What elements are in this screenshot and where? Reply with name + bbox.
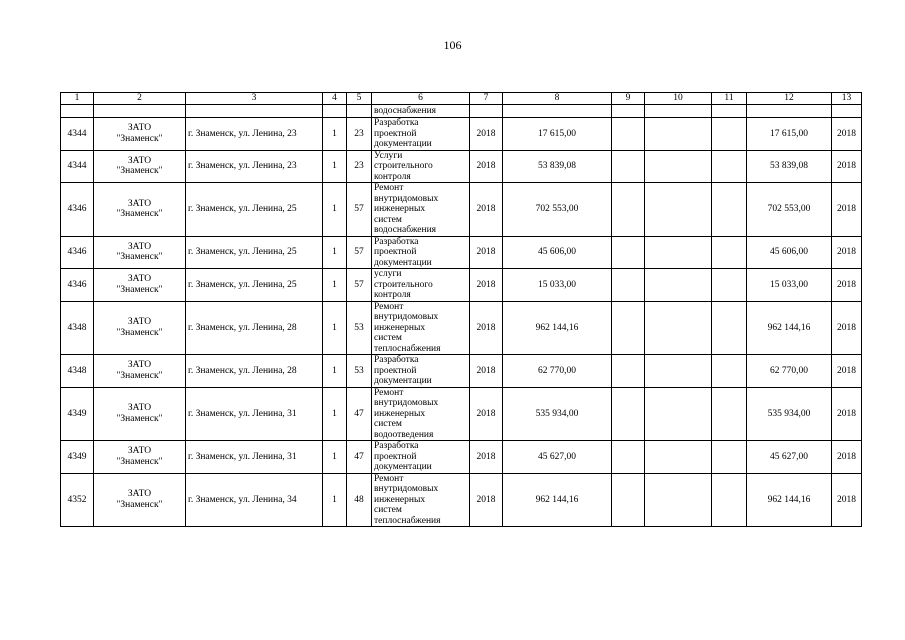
col5-cell: 48 — [347, 473, 372, 527]
col11-cell — [712, 183, 747, 237]
record-number-cell: 4348 — [61, 301, 94, 355]
amount-cell: 962 144,16 — [503, 301, 612, 355]
col9-cell — [612, 236, 645, 269]
col5-cell: 53 — [347, 301, 372, 355]
col4-cell: 1 — [323, 355, 347, 388]
col9-cell — [612, 150, 645, 183]
completion-year-cell: 2018 — [832, 355, 862, 388]
municipality-cell: ЗАТО "Знаменск" — [94, 387, 186, 441]
col10-cell — [645, 183, 712, 237]
amount-cell: 535 934,00 — [503, 387, 612, 441]
col5-cell: 23 — [347, 150, 372, 183]
completion-year-cell: 2018 — [832, 301, 862, 355]
amount-cell: 17 615,00 — [503, 118, 612, 151]
column-header: 7 — [470, 93, 503, 105]
amount-cell: 45 627,00 — [503, 441, 612, 474]
municipality-cell: ЗАТО "Знаменск" — [94, 150, 186, 183]
year-cell: 2018 — [470, 183, 503, 237]
col10-cell — [645, 441, 712, 474]
col5-cell: 23 — [347, 118, 372, 151]
col4-cell: 1 — [323, 183, 347, 237]
column-header: 11 — [712, 93, 747, 105]
col4-cell: 1 — [323, 387, 347, 441]
municipality-cell: ЗАТО "Знаменск" — [94, 301, 186, 355]
address-cell: г. Знаменск, ул. Ленина, 25 — [186, 183, 323, 237]
col10-cell — [645, 236, 712, 269]
col4-cell: 1 — [323, 118, 347, 151]
record-number-cell: 4346 — [61, 236, 94, 269]
table-row — [61, 301, 862, 355]
work-type-cell: Разработка проектной документации — [372, 441, 470, 474]
col10-cell — [645, 118, 712, 151]
total-amount-cell: 962 144,16 — [747, 473, 832, 527]
completion-year-cell: 2018 — [832, 473, 862, 527]
col11-cell — [712, 118, 747, 151]
column-header: 4 — [323, 93, 347, 105]
work-type-cell: услуги строительного контроля — [372, 269, 470, 302]
record-number-cell: 4349 — [61, 387, 94, 441]
column-header: 10 — [645, 93, 712, 105]
municipality-cell: ЗАТО "Знаменск" — [94, 183, 186, 237]
col9-cell — [612, 301, 645, 355]
work-type-cell: Разработка проектной документации — [372, 236, 470, 269]
year-cell: 2018 — [470, 301, 503, 355]
address-cell: г. Знаменск, ул. Ленина, 25 — [186, 236, 323, 269]
col4-cell: 1 — [323, 269, 347, 302]
col9-cell — [612, 118, 645, 151]
col5-cell: 57 — [347, 269, 372, 302]
municipality-cell: ЗАТО "Знаменск" — [94, 236, 186, 269]
amount-cell: 702 553,00 — [503, 183, 612, 237]
col11-cell — [712, 236, 747, 269]
total-amount-cell: 535 934,00 — [747, 387, 832, 441]
work-type-cell: Ремонт внутридомовых инженерных систем водоснабжения — [372, 183, 470, 237]
completion-year-cell: 2018 — [832, 269, 862, 302]
address-cell: г. Знаменск, ул. Ленина, 23 — [186, 118, 323, 151]
col10-cell — [645, 150, 712, 183]
col10-cell — [645, 387, 712, 441]
municipality-cell: ЗАТО "Знаменск" — [94, 473, 186, 527]
work-type-cell: Ремонт внутридомовых инженерных систем теплоснабжения — [372, 301, 470, 355]
col9-cell — [612, 441, 645, 474]
column-header: 9 — [612, 93, 645, 105]
col4-cell: 1 — [323, 236, 347, 269]
municipality-cell: ЗАТО "Знаменск" — [94, 118, 186, 151]
col9-cell — [612, 183, 645, 237]
table-row — [61, 118, 862, 151]
col11-cell — [712, 441, 747, 474]
work-type-cell: Разработка проектной документации — [372, 355, 470, 388]
col9-cell — [612, 387, 645, 441]
year-cell: 2018 — [470, 441, 503, 474]
col5-cell: 47 — [347, 441, 372, 474]
municipality-cell: ЗАТО "Знаменск" — [94, 441, 186, 474]
year-cell: 2018 — [470, 473, 503, 527]
column-header: 13 — [832, 93, 862, 105]
column-header: 2 — [94, 93, 186, 105]
completion-year-cell: 2018 — [832, 236, 862, 269]
amount-cell: 45 606,00 — [503, 236, 612, 269]
column-header: 1 — [61, 93, 94, 105]
col9-cell — [612, 473, 645, 527]
table-row — [61, 269, 862, 302]
table-row — [61, 473, 862, 527]
year-cell: 2018 — [470, 118, 503, 151]
column-header: 8 — [503, 93, 612, 105]
record-number-cell: 4344 — [61, 150, 94, 183]
col11-cell — [712, 387, 747, 441]
col11-cell — [712, 301, 747, 355]
col5-cell: 53 — [347, 355, 372, 388]
col11-cell — [712, 355, 747, 388]
completion-year-cell: 2018 — [832, 183, 862, 237]
record-number-cell: 4348 — [61, 355, 94, 388]
continuation-row — [61, 105, 862, 118]
completion-year-cell: 2018 — [832, 150, 862, 183]
table-row — [61, 183, 862, 237]
total-amount-cell: 17 615,00 — [747, 118, 832, 151]
table-row — [61, 441, 862, 474]
table-row — [61, 236, 862, 269]
work-type-cell: Ремонт внутридомовых инженерных систем водоотведения — [372, 387, 470, 441]
col10-cell — [645, 301, 712, 355]
address-cell: г. Знаменск, ул. Ленина, 31 — [186, 441, 323, 474]
register-table — [60, 92, 862, 527]
col10-cell — [645, 355, 712, 388]
col11-cell — [712, 150, 747, 183]
col4-cell: 1 — [323, 150, 347, 183]
col5-cell: 47 — [347, 387, 372, 441]
table-row — [61, 387, 862, 441]
address-cell: г. Знаменск, ул. Ленина, 31 — [186, 387, 323, 441]
col10-cell — [645, 269, 712, 302]
municipality-cell: ЗАТО "Знаменск" — [94, 355, 186, 388]
column-number-row — [61, 93, 862, 105]
address-cell: г. Знаменск, ул. Ленина, 23 — [186, 150, 323, 183]
col9-cell — [612, 269, 645, 302]
work-type-cell: Разработка проектной документации — [372, 118, 470, 151]
amount-cell: 53 839,08 — [503, 150, 612, 183]
page-number: 106 — [443, 38, 462, 52]
table-row — [61, 150, 862, 183]
col5-cell: 57 — [347, 183, 372, 237]
total-amount-cell: 15 033,00 — [747, 269, 832, 302]
completion-year-cell: 2018 — [832, 441, 862, 474]
column-header: 6 — [372, 93, 470, 105]
completion-year-cell: 2018 — [832, 387, 862, 441]
amount-cell: 15 033,00 — [503, 269, 612, 302]
work-type-cell: Услуги строительного контроля — [372, 150, 470, 183]
col4-cell: 1 — [323, 473, 347, 527]
work-type-cell: водоснабжения — [372, 105, 470, 118]
col4-cell: 1 — [323, 301, 347, 355]
address-cell: г. Знаменск, ул. Ленина, 25 — [186, 269, 323, 302]
record-number-cell: 4349 — [61, 441, 94, 474]
completion-year-cell: 2018 — [832, 118, 862, 151]
amount-cell: 62 770,00 — [503, 355, 612, 388]
amount-cell: 962 144,16 — [503, 473, 612, 527]
address-cell: г. Знаменск, ул. Ленина, 34 — [186, 473, 323, 527]
column-header: 3 — [186, 93, 323, 105]
year-cell: 2018 — [470, 355, 503, 388]
col11-cell — [712, 473, 747, 527]
record-number-cell: 4346 — [61, 183, 94, 237]
col10-cell — [645, 473, 712, 527]
address-cell: г. Знаменск, ул. Ленина, 28 — [186, 301, 323, 355]
total-amount-cell: 962 144,16 — [747, 301, 832, 355]
total-amount-cell: 53 839,08 — [747, 150, 832, 183]
col4-cell: 1 — [323, 441, 347, 474]
record-number-cell: 4344 — [61, 118, 94, 151]
record-number-cell: 4352 — [61, 473, 94, 527]
col9-cell — [612, 355, 645, 388]
total-amount-cell: 702 553,00 — [747, 183, 832, 237]
work-type-cell: Ремонт внутридомовых инженерных систем теплоснабжения — [372, 473, 470, 527]
col11-cell — [712, 269, 747, 302]
year-cell: 2018 — [470, 236, 503, 269]
address-cell: г. Знаменск, ул. Ленина, 28 — [186, 355, 323, 388]
column-header: 5 — [347, 93, 372, 105]
year-cell: 2018 — [470, 269, 503, 302]
total-amount-cell: 62 770,00 — [747, 355, 832, 388]
total-amount-cell: 45 627,00 — [747, 441, 832, 474]
total-amount-cell: 45 606,00 — [747, 236, 832, 269]
column-header: 12 — [747, 93, 832, 105]
table-row — [61, 355, 862, 388]
year-cell: 2018 — [470, 387, 503, 441]
year-cell: 2018 — [470, 150, 503, 183]
record-number-cell: 4346 — [61, 269, 94, 302]
col5-cell: 57 — [347, 236, 372, 269]
municipality-cell: ЗАТО "Знаменск" — [94, 269, 186, 302]
